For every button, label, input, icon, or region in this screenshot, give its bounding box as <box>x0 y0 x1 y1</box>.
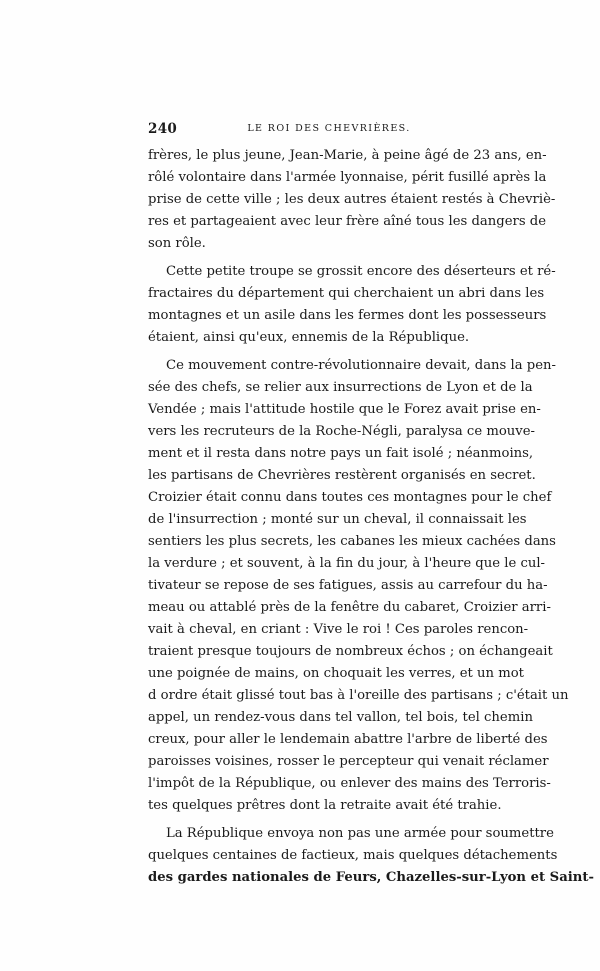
text-line: son rôle. <box>148 236 206 251</box>
text-line: frères, le plus jeune, Jean-Marie, à peine âgé de 23 ans, en- <box>148 148 547 163</box>
text-line: l'impôt de la République, ou enlever des mains des Terroris- <box>148 776 551 791</box>
paragraph <box>148 355 569 817</box>
text-line: res et partageaient avec leur frère aîné tous les dangers de <box>148 214 547 229</box>
text-line: d ordre était glissé tout bas à l'oreille des partisans ; c'était un <box>148 688 569 703</box>
text-line: tes quelques prêtres dont la retraite avait été trahie. <box>148 798 502 813</box>
text-line: vers les recruteurs de la Roche-Négli, paralysa ce mouve- <box>148 424 535 439</box>
page-number: 240 <box>148 121 178 137</box>
text-line: prise de cette ville ; les deux autres étaient restés à Chevriè- <box>148 192 556 207</box>
text-line: quelques centaines de factieux, mais quelques détachements <box>148 848 558 863</box>
text-line: vait à cheval, en criant : Vive le roi ! Ces paroles rencon- <box>148 622 529 637</box>
text-line: tivateur se repose de ses fatigues, assis au carrefour du ha- <box>148 578 548 593</box>
text-line: une poignée de mains, on choquait les verres, et un mot <box>148 666 524 681</box>
text-line: Vendée ; mais l'attitude hostile que le Forez avait prise en- <box>148 402 541 417</box>
text-line: creux, pour aller le lendemain abattre l'arbre de liberté des <box>148 732 548 747</box>
paragraph <box>148 261 556 349</box>
paragraph <box>148 145 556 255</box>
text-line: étaient, ainsi qu'eux, ennemis de la République. <box>148 330 470 345</box>
paragraph <box>148 823 594 889</box>
text-line: La République envoya non pas une armée pour soumettre <box>166 826 554 841</box>
text-line: la verdure ; et souvent, à la fin du jour, à l'heure que le cul- <box>148 556 546 571</box>
text-line: rôlé volontaire dans l'armée lyonnaise, périt fusillé après la <box>148 170 547 185</box>
text-line: appel, un rendez-vous dans tel vallon, tel bois, tel chemin <box>148 710 533 725</box>
running-title: LE ROI DES CHEVRIÈRES. <box>247 123 411 134</box>
text-line: des gardes nationales de Feurs, Chazelles-sur-Lyon et Saint- <box>148 870 594 885</box>
text-line: traient presque toujours de nombreux échos ; on échangeait <box>148 644 553 659</box>
text-line: de l'insurrection ; monté sur un cheval, il connaissait les <box>148 512 527 527</box>
text-line: Cette petite troupe se grossit encore des déserteurs et ré- <box>166 264 556 279</box>
text-line: meau ou attablé près de la fenêtre du cabaret, Croizier arri- <box>148 600 551 615</box>
text-line: les partisans de Chevrières restèrent organisés en secret. <box>148 468 536 483</box>
text-line: Ce mouvement contre-révolutionnaire devait, dans la pen- <box>166 358 556 373</box>
page-header <box>148 121 510 141</box>
text-line: sée des chefs, se relier aux insurrections de Lyon et de la <box>148 380 533 395</box>
text-line: paroisses voisines, rosser le percepteur qui venait réclamer <box>148 754 549 769</box>
text-line: Croizier était connu dans toutes ces montagnes pour le chef <box>148 490 552 505</box>
text-line: ment et il resta dans notre pays un fait isolé ; néanmoins, <box>148 446 534 461</box>
text-line: montagnes et un asile dans les fermes dont les possesseurs <box>148 308 547 323</box>
body-text <box>148 145 594 889</box>
text-line: fractaires du département qui cherchaient un abri dans les <box>148 286 545 301</box>
text-line: sentiers les plus secrets, les cabanes les mieux cachées dans <box>148 534 556 549</box>
